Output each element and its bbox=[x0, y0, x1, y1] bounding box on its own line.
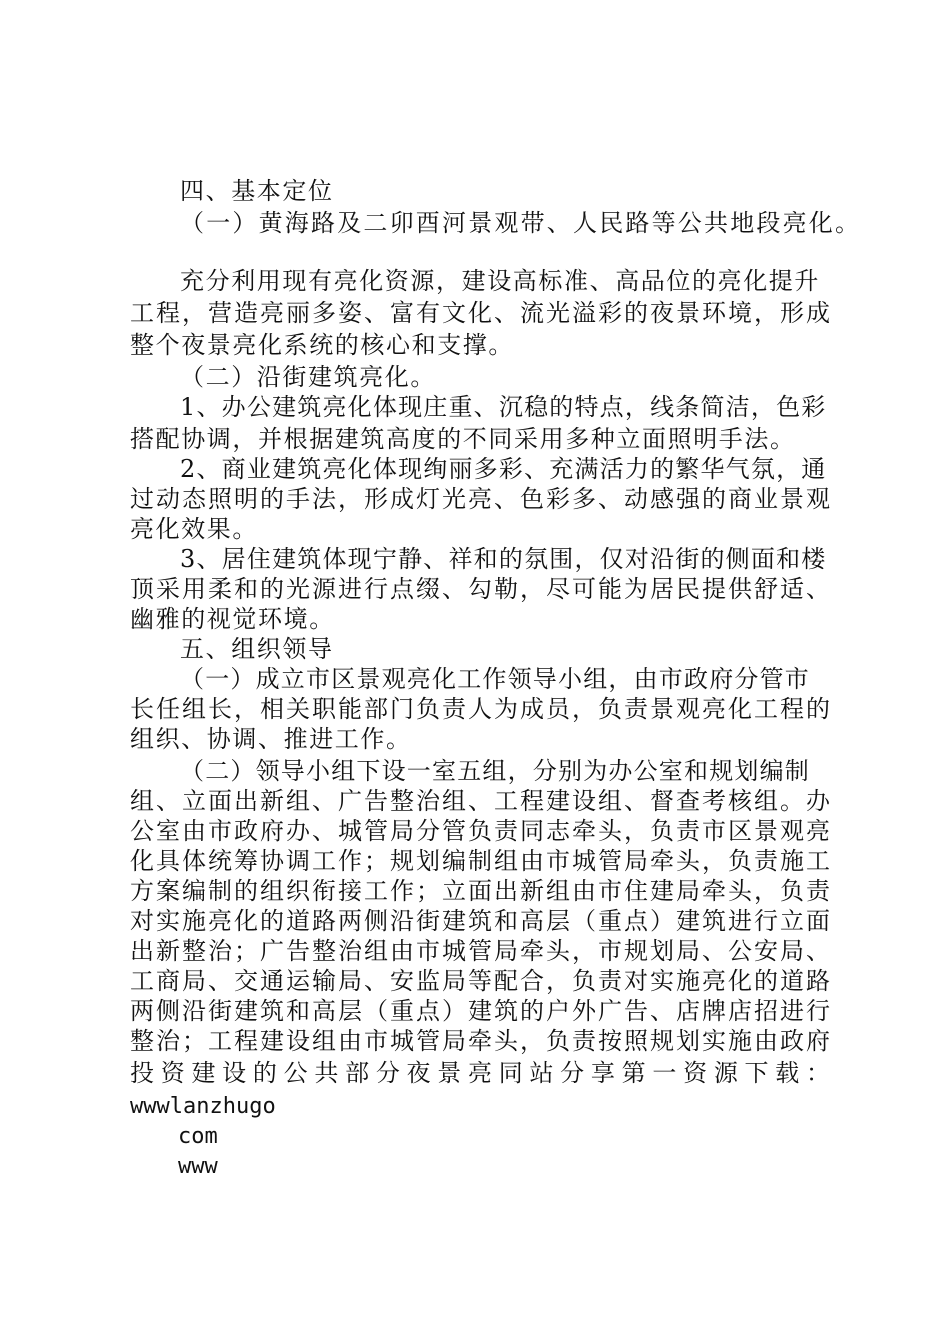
watermark-url-line: wwwlanzhugo bbox=[130, 1094, 276, 1119]
paragraph-line: 亮化效果。 bbox=[130, 515, 258, 543]
paragraph-line: 3、居住建筑体现宁静、祥和的氛围，仅对沿街的侧面和楼 bbox=[180, 545, 827, 573]
paragraph-line: 两侧沿街建筑和高层（重点）建筑的户外广告、店牌店招进行 bbox=[130, 997, 830, 1025]
paragraph-line: 投资建设的公共部分夜景亮同站分享第一资源下载： bbox=[130, 1059, 830, 1087]
paragraph-line: 搭配协调，并根据建筑高度的不同采用多种立面照明手法。 bbox=[130, 425, 796, 453]
paragraph-line: 顶采用柔和的光源进行点缀、勾勒，尽可能为居民提供舒适、 bbox=[130, 575, 830, 603]
paragraph-line: 组织、协调、推进工作。 bbox=[130, 725, 412, 753]
paragraph-line: 化具体统筹协调工作；规划编制组由市城管局牵头，负责施工 bbox=[130, 847, 830, 875]
paragraph-line: 过动态照明的手法，形成灯光亮、色彩多、动感强的商业景观 bbox=[130, 485, 830, 513]
paragraph-line: 整个夜景亮化系统的核心和支撑。 bbox=[130, 331, 514, 359]
section-heading-5: 五、组织领导 bbox=[180, 635, 334, 663]
paragraph-line: 1、办公建筑亮化体现庄重、沉稳的特点，线条简洁，色彩 bbox=[180, 393, 827, 421]
paragraph-line: 方案编制的组织衔接工作；立面出新组由市住建局牵头，负责 bbox=[130, 877, 830, 905]
paragraph-line: （二）领导小组下设一室五组，分别为办公室和规划编制 bbox=[180, 757, 810, 785]
paragraph-line: 幽雅的视觉环境。 bbox=[130, 605, 335, 633]
paragraph-line: 工商局、交通运输局、安监局等配合，负责对实施亮化的道路 bbox=[130, 967, 830, 995]
section-heading-4: 四、基本定位 bbox=[180, 177, 334, 205]
watermark-url-line: com bbox=[178, 1124, 218, 1149]
paragraph-line: 工程，营造亮丽多姿、富有文化、流光溢彩的夜景环境，形成 bbox=[130, 299, 830, 327]
paragraph-line: 长任组长，相关职能部门负责人为成员，负责景观亮化工程的 bbox=[130, 695, 830, 723]
paragraph-line: 组、立面出新组、广告整治组、工程建设组、督查考核组。办 bbox=[130, 787, 830, 815]
paragraph-line: 对实施亮化的道路两侧沿街建筑和高层（重点）建筑进行立面 bbox=[130, 907, 830, 935]
subsection-heading-4-1: （一）黄海路及二卯酉河景观带、人民路等公共地段亮化。 bbox=[180, 209, 862, 237]
paragraph-line: 2、商业建筑亮化体现绚丽多彩、充满活力的繁华气氛，通 bbox=[180, 455, 827, 483]
paragraph-line: 出新整治；广告整治组由市城管局牵头，市规划局、公安局、 bbox=[130, 937, 830, 965]
subsection-heading-4-2: （二）沿街建筑亮化。 bbox=[180, 363, 436, 391]
paragraph-line: 整治；工程建设组由市城管局牵头，负责按照规划实施由政府 bbox=[130, 1027, 830, 1055]
paragraph-line: （一）成立市区景观亮化工作领导小组，由市政府分管市 bbox=[180, 665, 810, 693]
paragraph-line: 充分利用现有亮化资源，建设高标准、高品位的亮化提升 bbox=[180, 267, 820, 295]
paragraph-line: 公室由市政府办、城管局分管负责同志牵头，负责市区景观亮 bbox=[130, 817, 830, 845]
watermark-url-line: www bbox=[178, 1154, 218, 1179]
